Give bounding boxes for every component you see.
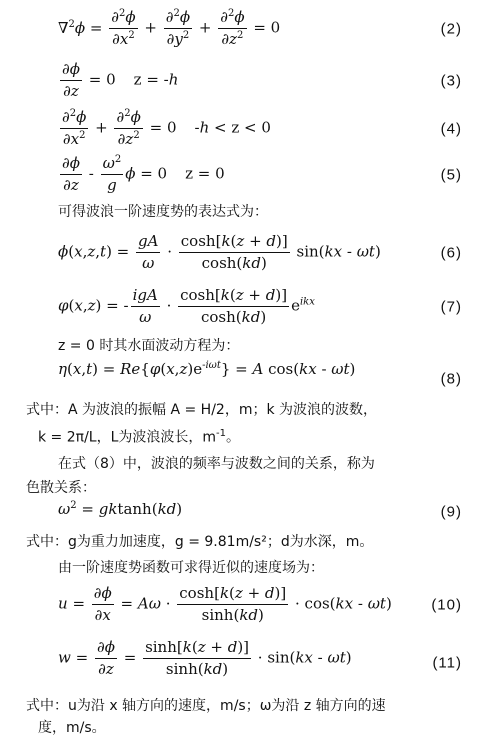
- equation-7: φ(x,z) = - $\frac{\text{igA}}{\omega}$ · $\frac{\cosh[k(z + d)]}{\cosh(kd)}$ $e^{ikx}$ (7): [58, 286, 462, 326]
- equation-11: w = $\frac{\partial\phi}{\partial z}$ = $\frac{\sinh[k(z + d)]}{\sinh(kd)}$ · sin(kx - ωt) (11): [58, 638, 462, 678]
- paragraph-text: [38, 422, 240, 450]
- equation-number: (11): [432, 654, 462, 672]
- equation-number: (8): [440, 370, 462, 388]
- equation-5: $\frac{\partial\phi}{\partial z}$ - $\frac{\omega^2}{g}$ ϕ = 0 z = 0 (5): [62, 154, 462, 194]
- equation-number: (2): [440, 20, 462, 38]
- paragraph-text: z = 0 时其水面波动方程为：: [58, 338, 240, 354]
- paragraph-text: 式中：A 为波浪的振幅 A = H/2，m；k 为波浪的波数，: [26, 402, 378, 418]
- paragraph-text: 式中：u为沿 x 轴方向的速度，m/s；ω为沿 z 轴方向的速: [26, 698, 386, 714]
- paragraph-text-part: 。: [226, 429, 241, 446]
- equation-number: (5): [440, 166, 462, 184]
- equation-number: (10): [431, 596, 462, 614]
- equation-8: $\eta(x,t) = Re\{\varphi(x,z)e^{-i\omega t}\} = A$ cos(kx - ωt) (8): [58, 360, 462, 388]
- equation-4: $\frac{\partial^2\phi}{\partial x^2}$ + $\frac{\partial^2\phi}{\partial z^2}$ = 0 -h < z < 0 (4): [62, 108, 462, 148]
- equation-number: (6): [440, 244, 462, 262]
- equation-number: (3): [440, 72, 462, 90]
- paragraph-text: 由一阶速度势函数可求得近似的速度场为：: [58, 560, 324, 576]
- paragraph-text-part: k = 2π/L，L为波浪波长，m: [38, 429, 217, 446]
- equation-6: ϕ(x,z,t) = $\frac{gA}{\omega}$ · $\frac{\cosh[k(z + d)]}{\cosh(kd)}$ sin(kx - ωt) (6): [58, 232, 462, 272]
- equation-9: $\omega^2 = gktanh(kd)$ (9): [58, 500, 462, 521]
- paragraph-text: 式中：g为重力加速度，g = 9.81m/s²；d为水深，m。: [26, 534, 374, 550]
- paragraph-text: 在式（8）中，波浪的频率与波数之间的关系，称为: [58, 456, 375, 472]
- paragraph-text: 可得波浪一阶速度势的表达式为：: [58, 204, 268, 220]
- equation-number: (4): [440, 120, 462, 138]
- equation-2: ∇$^2$ϕ = $\frac{\partial^2\phi}{\partial x^2}$ + $\frac{\partial^2\phi}{\partial y^2}$ + $\frac{\partial^2\phi}{\partial z^2}$ = 0 (2): [58, 8, 462, 48]
- paragraph-text: 度，m/s。: [38, 720, 106, 736]
- equation-number: (9): [440, 503, 462, 521]
- equation-3: $\frac{\partial\phi}{\partial z}$ = 0 z = -h (3): [62, 60, 462, 100]
- superscript: -1: [216, 428, 227, 439]
- paragraph-text: 色散关系：: [26, 480, 96, 496]
- equation-number: (7): [440, 298, 462, 316]
- equation-10: u = $\frac{\partial\phi}{\partial x}$ = Aω · $\frac{\cosh[k(z + d)]}{\sinh(kd)}$ · cos(kx - ωt) (10): [58, 584, 462, 624]
